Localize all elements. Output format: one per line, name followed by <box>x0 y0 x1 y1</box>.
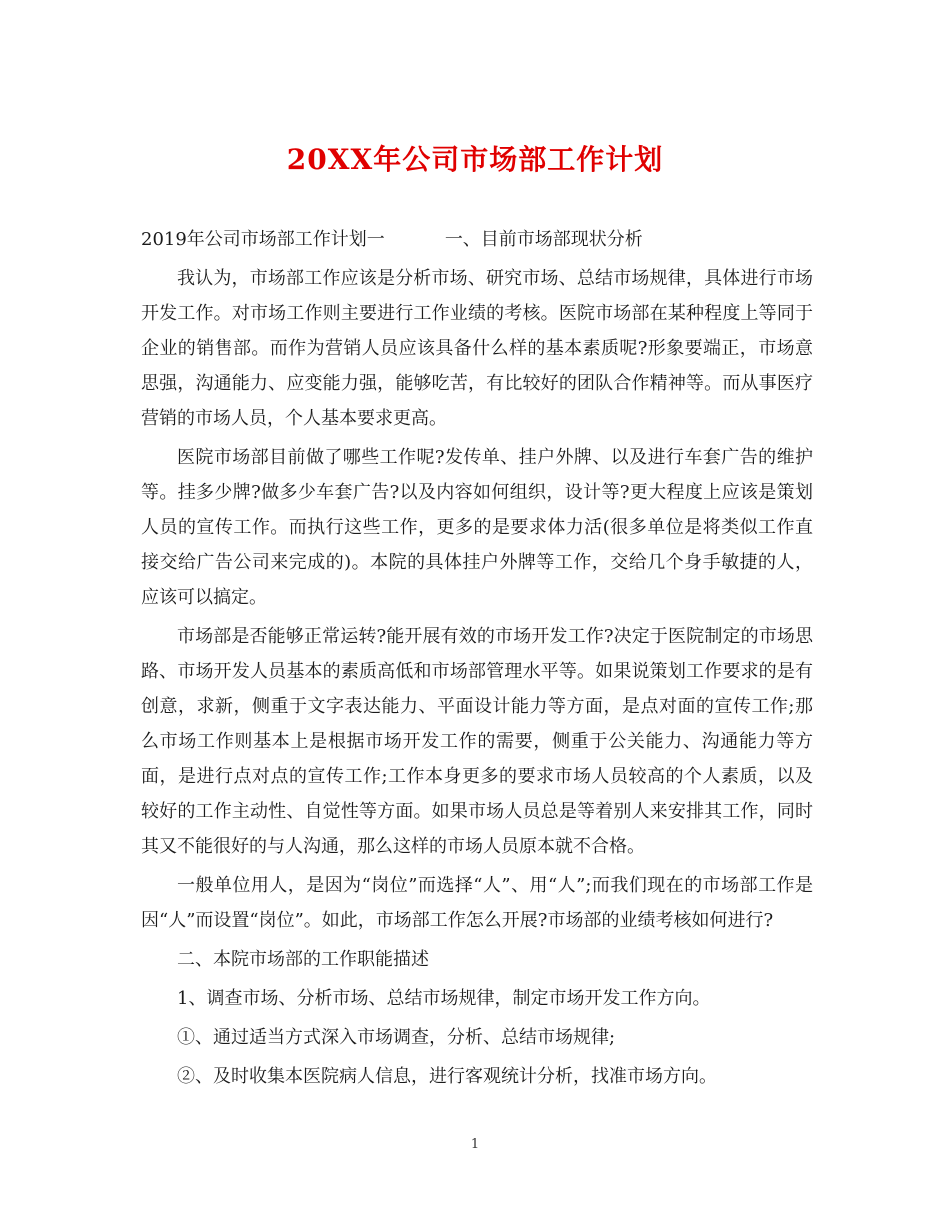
plan-heading: 2019年公司市场部工作计划一 <box>141 229 385 250</box>
paragraph: 医院市场部目前做了哪些工作呢?发传单、挂户外牌、以及进行车套广告的维护等。挂多少牌?做多少车套广告?以及内容如何组织，设计等?更大程度上应该是策划人员的宣传工作。而执行这些工作，更多的是要求体力活(很多单位是将类似工作直接交给广告公司来完成的)。本院的具体挂户外牌等工作，交给几个身手敏捷的人，应该可以搞定。 <box>141 447 813 608</box>
list-item: ①、通过适当方式深入市场调查，分析、总结市场规律; <box>177 1027 616 1048</box>
list-item: ②、及时收集本医院病人信息，进行客观统计分析，找准市场方向。 <box>177 1066 717 1087</box>
document-title: 20XX年公司市场部工作计划 <box>286 143 664 176</box>
list-item: 1、调查市场、分析市场、总结市场规律，制定市场开发工作方向。 <box>177 988 711 1009</box>
paragraph: 一般单位用人，是因为“岗位”而选择“人”、用“人”;而我们现在的市场部工作是因“人”而设置“岗位”。如此，市场部工作怎么开展?市场部的业绩考核如何进行? <box>141 875 813 931</box>
paragraph: 我认为，市场部工作应该是分析市场、研究市场、总结市场规律，具体进行市场开发工作。对市场工作则主要进行工作业绩的考核。医院市场部在某种程度上等同于企业的销售部。而作为营销人员应该具备什么样的基本素质呢?形象要端正，市场意思强，沟通能力、应变能力强，能够吃苦，有比较好的团队合作精神等。而从事医疗营销的市场人员，个人基本要求更高。 <box>141 268 813 429</box>
section-heading-2: 二、本院市场部的工作职能描述 <box>177 949 429 970</box>
section-heading-1: 一、目前市场部现状分析 <box>444 229 643 250</box>
first-line <box>141 222 813 257</box>
page-number: 1 <box>470 1137 480 1152</box>
document-body <box>141 222 813 1098</box>
paragraph: 市场部是否能够正常运转?能开展有效的市场开发工作?决定于医院制定的市场思路、市场开发人员基本的素质高低和市场部管理水平等。如果说策划工作要求的是有创意，求新，侧重于文字表达能力、平面设计能力等方面，是点对面的宣传工作;那么市场工作则基本上是根据市场开发工作的需要，侧重于公关能力、沟通能力等方面，是进行点对点的宣传工作;工作本身更多的要求市场人员较高的个人素质，以及较好的工作主动性、自觉性等方面。如果市场人员总是等着别人来安排其工作，同时其又不能很好的与人沟通，那么这样的市场人员原本就不合格。 <box>141 626 813 857</box>
